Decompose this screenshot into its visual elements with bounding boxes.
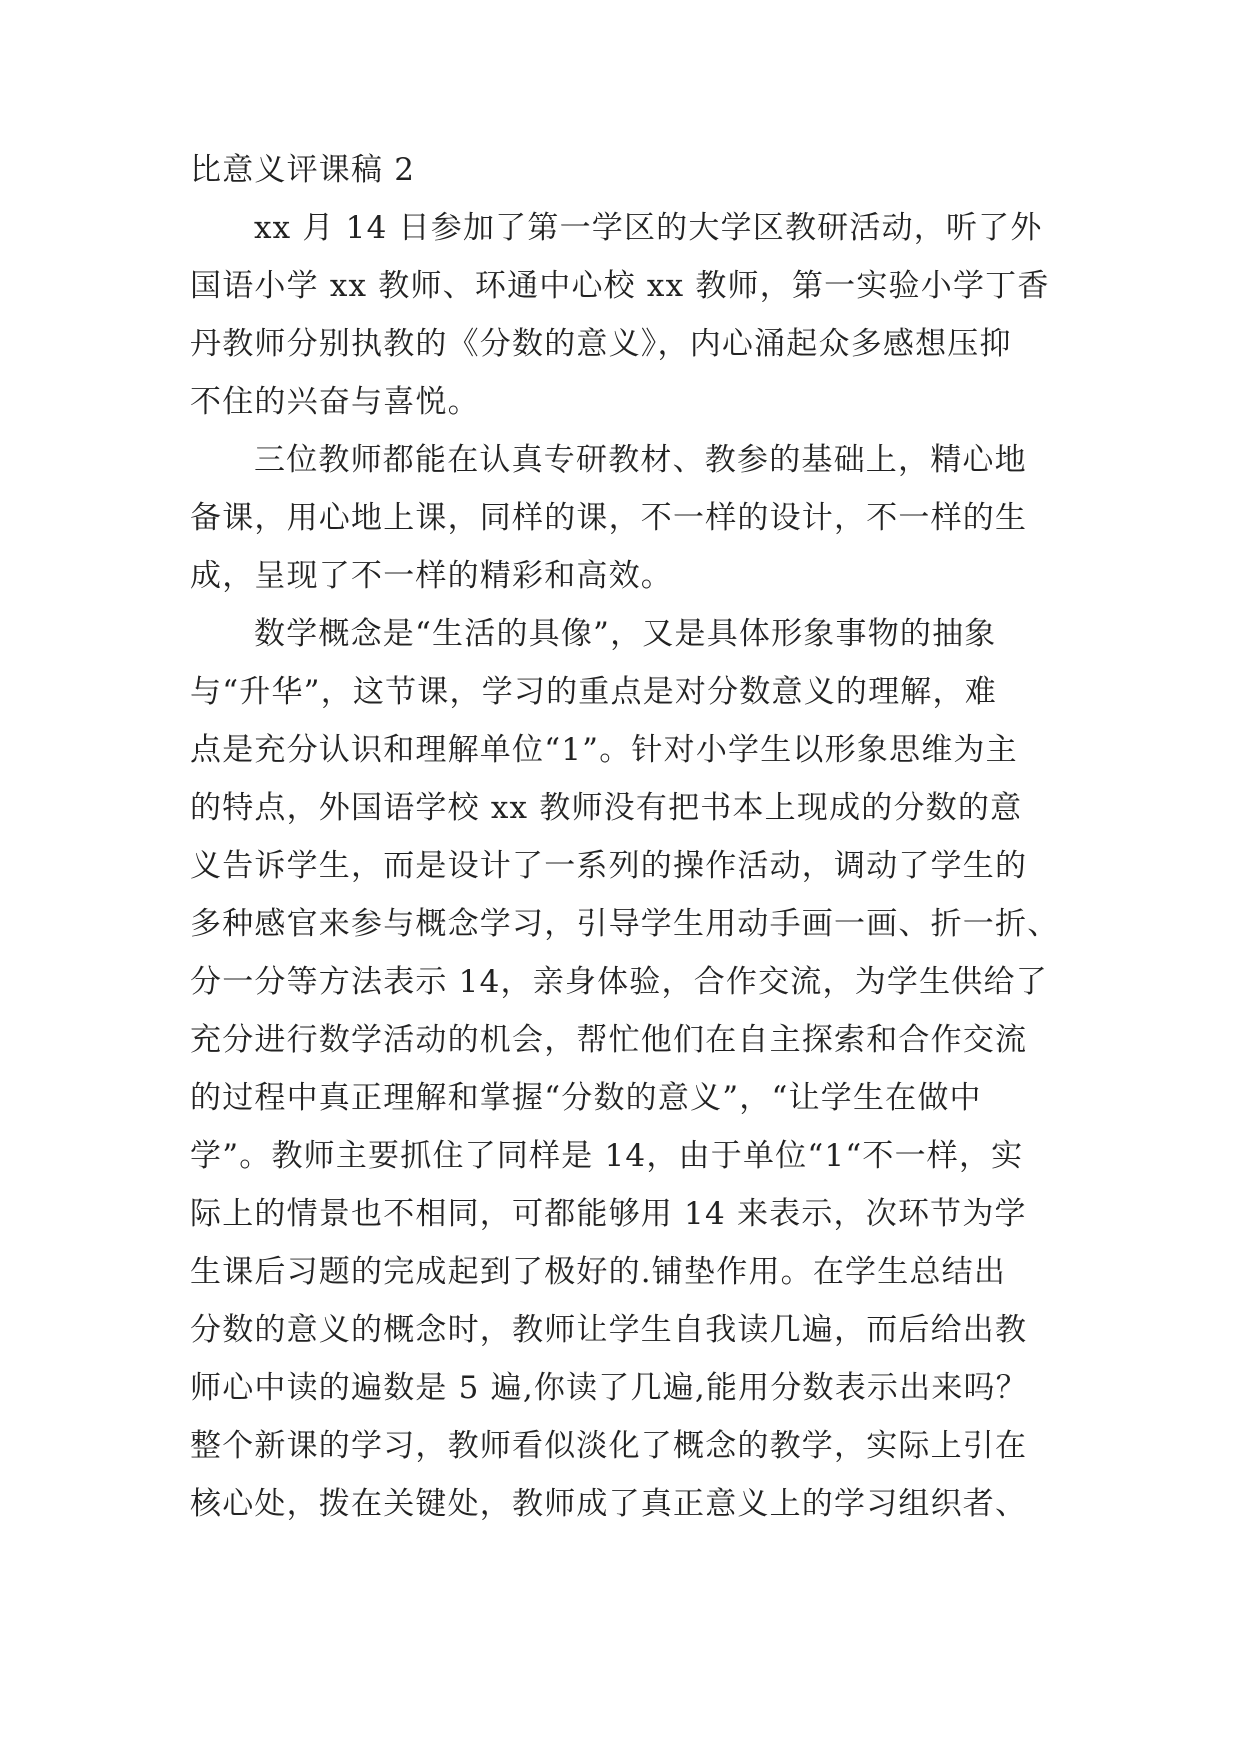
paragraph-3-line-12: 生课后习题的完成起到了极好的.铺垫作用。在学生总结出 [190, 1254, 1007, 1290]
paragraph-2-line-3: 成，呈现了不一样的精彩和高效。 [190, 558, 673, 594]
paragraph-1-line-2: 国语小学 xx 教师、环通中心校 xx 教师，第一实验小学丁香 [190, 268, 1050, 304]
paragraph-2-line-1: 三位教师都能在认真专研教材、教参的基础上，精心地 [254, 442, 1027, 478]
paragraph-3-line-6: 多种感官来参与概念学习，引导学生用动手画一画、折一折、 [190, 906, 1060, 942]
paragraph-1-line-4: 不住的兴奋与喜悦。 [190, 384, 480, 420]
paragraph-2-line-2: 备课，用心地上课，同样的课，不一样的设计，不一样的生 [190, 500, 1028, 536]
document-title: 比意义评课稿 2 [190, 152, 416, 188]
paragraph-1-line-1: xx 月 14 日参加了第一学区的大学区教研活动，听了外 [254, 210, 1043, 246]
paragraph-1-line-3: 丹教师分别执教的《分数的意义》，内心涌起众多感想压抑 [190, 326, 1012, 362]
paragraph-3-line-4: 的特点，外国语学校 xx 教师没有把书本上现成的分数的意 [190, 790, 1023, 826]
paragraph-3-line-14: 师心中读的遍数是 5 遍,你读了几遍,能用分数表示出来吗？ [190, 1370, 1028, 1406]
paragraph-3-line-8: 充分进行数学活动的机会，帮忙他们在自主探索和合作交流 [190, 1022, 1028, 1058]
paragraph-3-line-11: 际上的情景也不相同，可都能够用 14 来表示，次环节为学 [190, 1196, 1027, 1232]
paragraph-3-line-9: 的过程中真正理解和掌握“分数的意义”，“让学生在做中 [190, 1080, 982, 1116]
paragraph-3-line-10: 学”。教师主要抓住了同样是 14，由于单位“1“不一样，实 [190, 1138, 1024, 1174]
paragraph-3-line-16: 核心处，拨在关键处，教师成了真正意义上的学习组织者、 [190, 1486, 1028, 1522]
paragraph-3-line-5: 义告诉学生，而是设计了一系列的操作活动，调动了学生的 [190, 848, 1028, 884]
paragraph-3-line-13: 分数的意义的概念时，教师让学生自我读几遍，而后给出教 [190, 1312, 1028, 1348]
paragraph-3-line-2: 与“升华”，这节课，学习的重点是对分数意义的理解，难 [190, 674, 997, 710]
paragraph-3-line-1: 数学概念是“生活的具像”，又是具体形象事物的抽象 [254, 616, 997, 652]
paragraph-3-line-7: 分一分等方法表示 14，亲身体验，合作交流，为学生供给了 [190, 964, 1048, 1000]
paragraph-3-line-15: 整个新课的学习，教师看似淡化了概念的教学，实际上引在 [190, 1428, 1028, 1464]
paragraph-3-line-3: 点是充分认识和理解单位“1”。针对小学生以形象思维为主 [190, 732, 1018, 768]
